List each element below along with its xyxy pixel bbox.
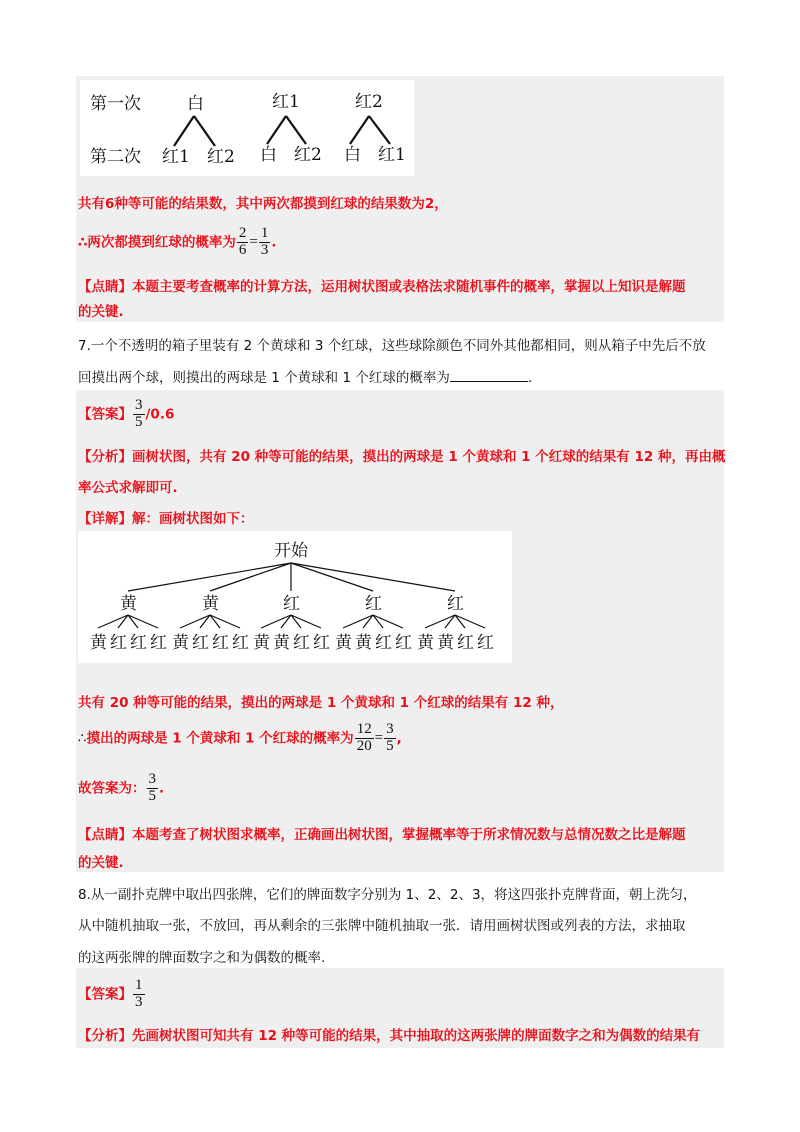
tree2-leaf: 黄 [335, 633, 352, 653]
answer-decimal: /0.6 [145, 406, 175, 423]
q8-answer [78, 978, 146, 1011]
final-answer-label: 故答案为： [78, 780, 146, 797]
equals-sign: = [374, 729, 384, 746]
fraction-numerator: 1 [260, 225, 269, 241]
q8-text-line2: 从中随机抽取一张，不放回，再从剩余的三张牌中随机抽取一张．请用画树状图或列表的方法，求抽取 [78, 918, 686, 934]
q7-final-answer [78, 772, 164, 805]
fraction-denominator: 5 [386, 737, 394, 754]
fraction-denominator: 5 [148, 787, 156, 804]
q8-text-line1: 8.从一副扑克牌中取出四张牌，它们的牌面数字分别为 1、2、2、3，将这四张扑克牌背面，朝上洗匀， [78, 887, 697, 903]
answer-label: 【答案】 [78, 986, 132, 1003]
tree2-leaf: 黄 [417, 633, 434, 653]
fraction-denominator: 5 [135, 413, 143, 430]
q7-answer [78, 398, 174, 431]
tree1-leaf: 白 [344, 145, 361, 165]
tree1-node-top-0: 白 [187, 94, 204, 114]
tree1-leaf: 红2 [294, 145, 322, 165]
fraction-numerator: 2 [238, 225, 247, 241]
tree2-level1-node: 红 [365, 594, 382, 614]
tree2-level1-node: 黄 [120, 594, 137, 614]
tree1-row1-label: 第一次 [90, 94, 141, 114]
fraction-numerator: 1 [135, 977, 143, 993]
q8-answer-fraction [133, 978, 145, 1011]
q7-text-line1: 7.一个不透明的箱子里装有 2 个黄球和 3 个红球，这些球除颜色不同外其他都相同，则从箱子中先后不放 [78, 338, 706, 354]
fraction-denominator: 6 [238, 241, 247, 258]
tree1-leaf: 红2 [207, 147, 235, 167]
q7-result-line2-content: 摸出的两球是 1 个黄球和 1 个红球的概率为 [86, 730, 354, 747]
tree2-level1-node: 红 [283, 594, 300, 614]
p6-note-line1: 【点睛】本题主要考查概率的计算方法，运用树状图或表格法求随机事件的概率，掌握以上知识是解题 [78, 279, 686, 295]
tree-2-svg [78, 531, 512, 663]
tree-diagram-2 [78, 531, 512, 663]
q7-note-line1: 【点睛】本题考查了树状图求概率，正确画出树状图，掌握概率等于所求情况数与总情况数之比是解题 [78, 827, 686, 843]
tree2-leaf: 黄 [437, 633, 454, 653]
p6-line1: 共有6种等可能的结果数，其中两次都摸到红球的结果数为2， [78, 196, 448, 212]
tree2-leaf: 红 [313, 633, 330, 653]
q7-result-fraction-2 [384, 722, 396, 755]
fraction-numerator: 3 [386, 721, 394, 737]
tree1-node-top-1: 红1 [272, 92, 300, 112]
fraction-numerator: 12 [356, 721, 372, 737]
tree2-leaf: 红 [130, 633, 147, 653]
tree1-leaf: 红1 [162, 147, 190, 167]
q7-result-line1: 共有 20 种等可能的结果，摸出的两球是 1 个黄球和 1 个红球的结果有 12 种， [78, 695, 564, 711]
tree2-leaf: 红 [212, 633, 229, 653]
q7-note-line2: 的关键. [78, 855, 124, 871]
fraction-numerator: 3 [135, 397, 143, 413]
tree2-leaf: 红 [192, 633, 209, 653]
tree2-level1-node: 红 [447, 594, 464, 614]
q8-analysis-line1: 【分析】先画树状图可知共有 12 种等可能的结果，其中抽取的这两张牌的牌面数字之和为偶数的结果有 [78, 1028, 701, 1044]
tree1-leaf: 红1 [378, 145, 406, 165]
tree1-node-top-2: 红2 [355, 92, 383, 112]
tree2-leaf: 黄 [355, 633, 372, 653]
tree2-root-branches [128, 563, 455, 591]
period: . [527, 370, 533, 386]
tree2-leaf: 红 [150, 633, 167, 653]
q7-analysis-line1: 【分析】画树状图，共有 20 种等可能的结果，摸出的两球是 1 个黄球和 1 个红球的结果有 12 种，再由概 [78, 449, 726, 465]
tree2-leaf: 黄 [273, 633, 290, 653]
p6-line2 [78, 226, 277, 259]
p6-fraction-1 [237, 226, 249, 259]
q7-result-line2 [78, 722, 402, 755]
period: . [271, 234, 277, 251]
q7-answer-fraction [133, 398, 145, 431]
equals-sign: = [249, 233, 258, 250]
tree2-leaf: 红 [395, 633, 412, 653]
q7-detail: 【详解】解：画树状图如下： [78, 511, 254, 527]
therefore-symbol: ∴ [78, 730, 87, 747]
p6-line2-prefix: ∴两次都摸到红球的概率为 [78, 234, 236, 251]
fraction-denominator: 3 [260, 241, 269, 258]
period: . [159, 780, 165, 797]
tree2-root: 开始 [274, 541, 308, 561]
q7-analysis-line2: 率公式求解即可. [78, 480, 178, 496]
tree1-branches [174, 116, 390, 146]
answer-label: 【答案】 [78, 406, 132, 423]
tree2-leaf: 红 [477, 633, 494, 653]
q7-text-line2 [78, 366, 532, 386]
tree-diagram-1 [80, 80, 414, 176]
answer-blank [450, 381, 528, 382]
tree2-leaf: 红 [232, 633, 249, 653]
fraction-denominator: 3 [135, 993, 143, 1010]
tree2-level-groups [90, 594, 494, 653]
p6-note-line2: 的关键. [78, 304, 124, 320]
q7-text-line2-content: 回摸出两个球，则摸出的两球是 1 个黄球和 1 个红球的概率为 [78, 370, 450, 386]
q7-final-fraction [147, 772, 159, 805]
tree2-leaf: 黄 [172, 633, 189, 653]
fraction-denominator: 20 [356, 737, 372, 754]
tree1-leaf: 白 [260, 145, 277, 165]
tree2-leaf: 红 [110, 633, 127, 653]
q8-text-line3: 的这两张牌的牌面数字之和为偶数的概率. [78, 950, 326, 966]
comma: , [396, 730, 402, 747]
tree2-level1-node: 黄 [202, 594, 219, 614]
p6-fraction-2 [259, 226, 271, 259]
tree-1-svg [80, 80, 414, 176]
tree2-leaf: 黄 [253, 633, 270, 653]
tree2-leaf: 红 [457, 633, 474, 653]
tree2-leaf: 红 [375, 633, 392, 653]
fraction-numerator: 3 [148, 771, 156, 787]
tree1-row2-label: 第二次 [90, 147, 141, 167]
q7-result-fraction-1 [355, 722, 374, 755]
tree2-leaf: 红 [293, 633, 310, 653]
tree2-leaf: 黄 [90, 633, 107, 653]
